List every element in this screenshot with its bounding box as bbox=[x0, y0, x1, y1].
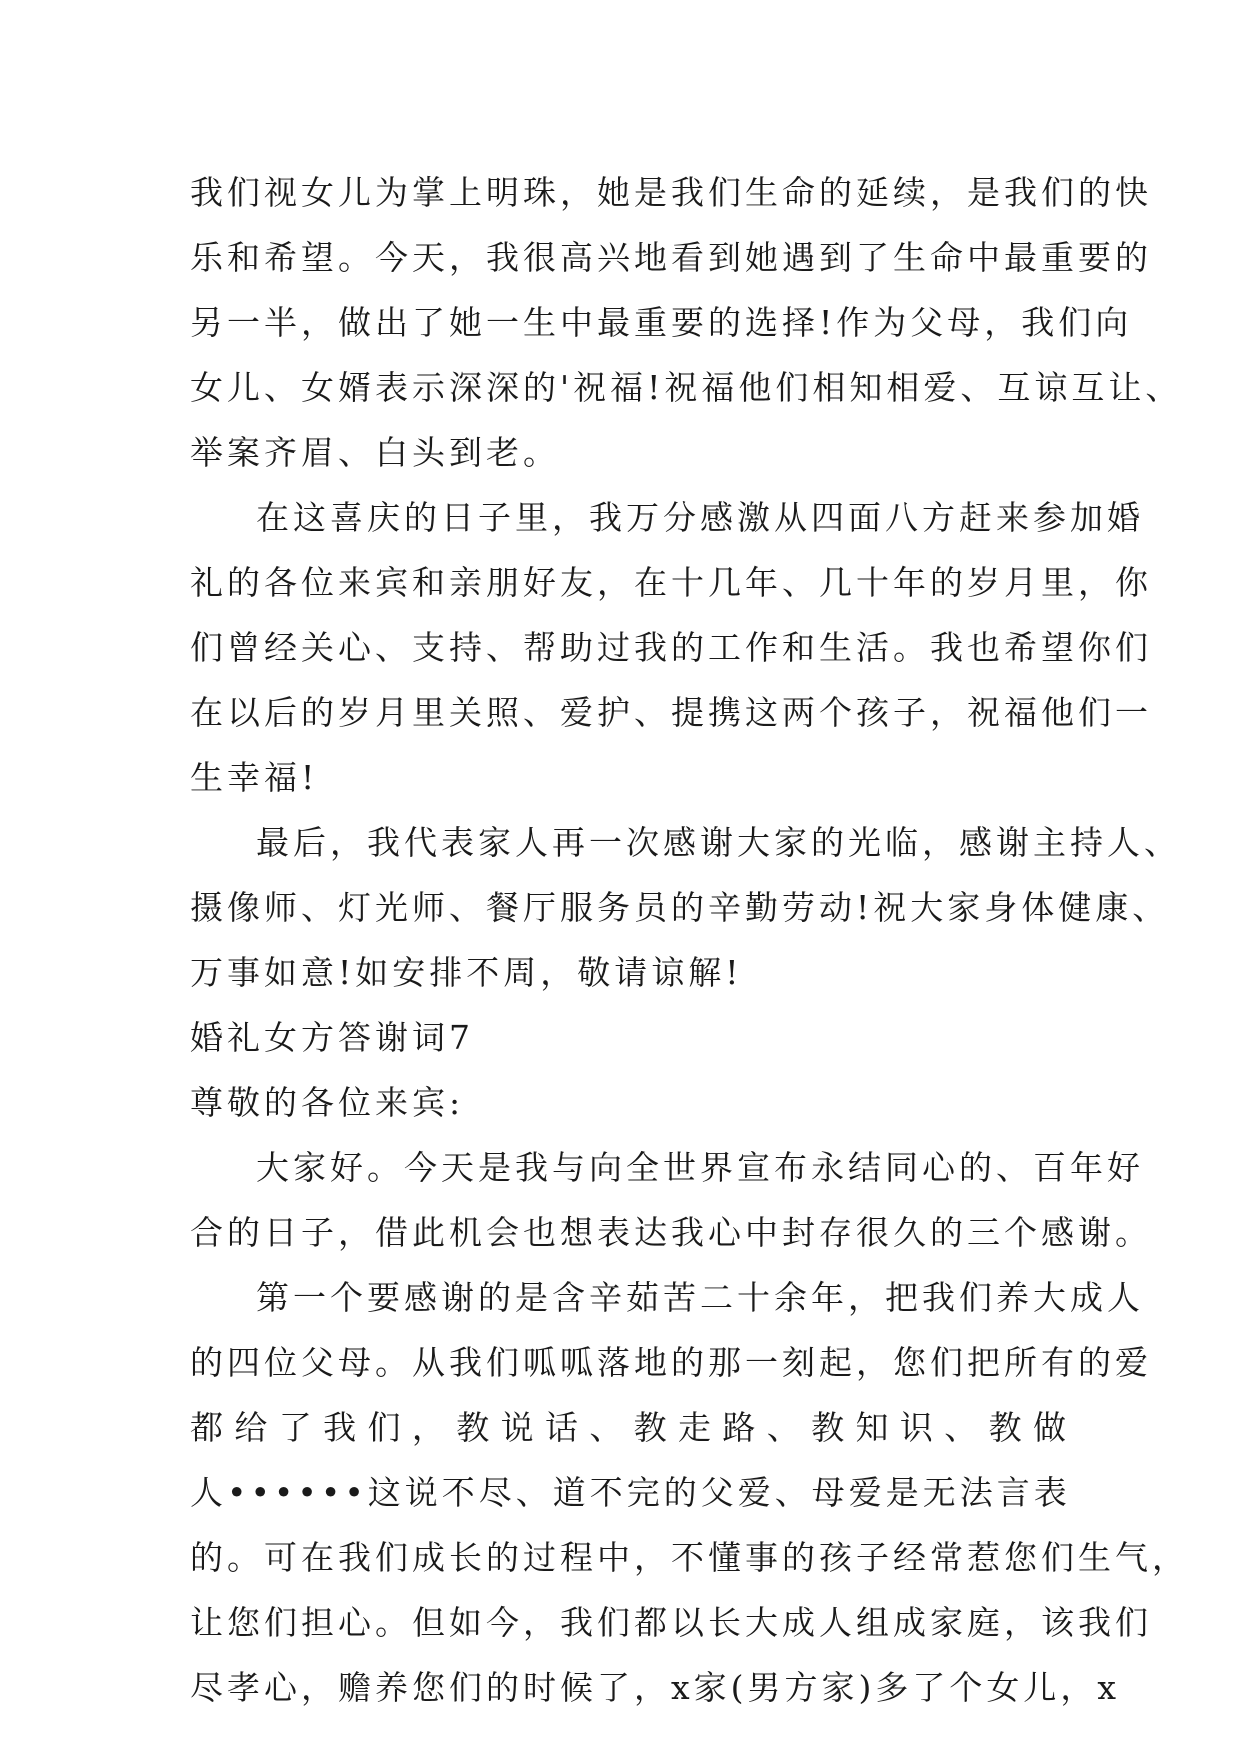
text-line: 在这喜庆的日子里，我万分感激从四面八方赶来参加婚 bbox=[256, 498, 1144, 537]
text-line: 第一个要感谢的是含辛茹苦二十余年，把我们养大成人 bbox=[256, 1278, 1144, 1317]
text-line: 在以后的岁月里关照、爱护、提携这两个孩子，祝福他们一 bbox=[190, 693, 1152, 732]
text-line: 生幸福! bbox=[190, 758, 319, 797]
section-title: 婚礼女方答谢词7 bbox=[190, 1018, 474, 1057]
text-line: 合的日子，借此机会也想表达我心中封存很久的三个感谢。 bbox=[190, 1213, 1152, 1252]
document-body bbox=[190, 160, 1189, 1720]
text-line: 让您们担心。但如今，我们都以长大成人组成家庭，该我们 bbox=[190, 1603, 1152, 1642]
text-line: 万事如意!如安排不周，敬请谅解! bbox=[190, 953, 743, 992]
salutation: 尊敬的各位来宾: bbox=[190, 1083, 465, 1122]
text-line: 都给了我们，教说话、教走路、教知识、教做 bbox=[190, 1408, 1070, 1447]
text-line: 大家好。今天是我与向全世界宣布永结同心的、百年好 bbox=[256, 1148, 1144, 1187]
text-line: 我们视女儿为掌上明珠，她是我们生命的延续，是我们的快 bbox=[190, 173, 1152, 212]
text-line: 们曾经关心、支持、帮助过我的工作和生活。我也希望你们 bbox=[190, 628, 1152, 667]
text-line: 另一半，做出了她一生中最重要的选择!作为父母，我们向 bbox=[190, 303, 1133, 342]
text-line: 的四位父母。从我们呱呱落地的那一刻起，您们把所有的爱 bbox=[190, 1343, 1152, 1382]
text-line: 女儿、女婿表示深深的'祝福!祝福他们相知相爱、互谅互让、 bbox=[190, 368, 1183, 407]
text-line: 乐和希望。今天，我很高兴地看到她遇到了生命中最重要的 bbox=[190, 238, 1152, 277]
text-line: 摄像师、灯光师、餐厅服务员的辛勤劳动!祝大家身体健康、 bbox=[190, 888, 1170, 927]
text-line: 举案齐眉、白头到老。 bbox=[190, 433, 560, 472]
text-line: 人••••••这说不尽、道不完的父爱、母爱是无法言表 bbox=[190, 1473, 1071, 1512]
text-line: 礼的各位来宾和亲朋好友，在十几年、几十年的岁月里，你 bbox=[190, 563, 1152, 602]
text-line: 最后，我代表家人再一次感谢大家的光临，感谢主持人、 bbox=[256, 823, 1181, 862]
text-line: 的。可在我们成长的过程中，不懂事的孩子经常惹您们生气， bbox=[190, 1538, 1189, 1577]
text-line: 尽孝心，赡养您们的时候了，x家(男方家)多了个女儿，x bbox=[190, 1668, 1120, 1707]
